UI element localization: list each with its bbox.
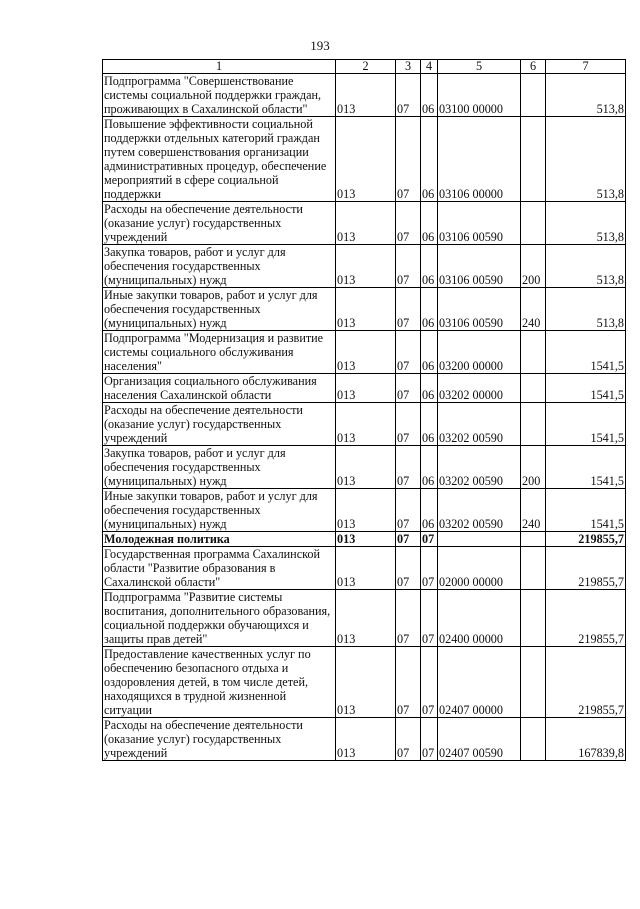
row-target-cell: 03100 00000 (438, 74, 521, 117)
row-kind-cell (521, 532, 546, 547)
row-section-cell: 07 (396, 202, 421, 245)
row-code-cell: 013 (336, 331, 396, 374)
row-kind-cell: 200 (521, 245, 546, 288)
row-section-cell: 07 (396, 374, 421, 403)
column-header: 7 (546, 60, 626, 74)
row-kind-cell (521, 74, 546, 117)
row-section-cell: 07 (396, 547, 421, 590)
row-name-cell: Закупка товаров, работ и услуг для обеспечения государственных (муниципальных) нужд (103, 446, 336, 489)
row-section-cell: 07 (396, 590, 421, 647)
table-row (103, 718, 626, 761)
row-subsection-cell: 07 (421, 647, 438, 718)
row-kind-cell (521, 718, 546, 761)
row-target-cell: 03202 00590 (438, 403, 521, 446)
row-subsection-cell: 06 (421, 288, 438, 331)
row-name-cell: Иные закупки товаров, работ и услуг для обеспечения государственных (муниципальных) нужд (103, 489, 336, 532)
row-amount-cell: 219855,7 (546, 547, 626, 590)
row-section-cell: 07 (396, 446, 421, 489)
row-subsection-cell: 07 (421, 532, 438, 547)
row-amount-cell: 513,8 (546, 117, 626, 202)
row-section-cell: 07 (396, 489, 421, 532)
row-amount-cell: 513,8 (546, 288, 626, 331)
table-row (103, 74, 626, 117)
row-name-cell: Закупка товаров, работ и услуг для обеспечения государственных (муниципальных) нужд (103, 245, 336, 288)
row-code-cell: 013 (336, 647, 396, 718)
row-section-cell: 07 (396, 288, 421, 331)
row-amount-cell: 1541,5 (546, 489, 626, 532)
table-row (103, 117, 626, 202)
row-target-cell: 02407 00000 (438, 647, 521, 718)
row-code-cell: 013 (336, 489, 396, 532)
column-header: 3 (396, 60, 421, 74)
row-code-cell: 013 (336, 590, 396, 647)
row-subsection-cell: 06 (421, 202, 438, 245)
row-amount-cell: 219855,7 (546, 532, 626, 547)
row-section-cell: 07 (396, 403, 421, 446)
row-target-cell: 03106 00590 (438, 288, 521, 331)
row-amount-cell: 1541,5 (546, 403, 626, 446)
column-header: 2 (336, 60, 396, 74)
row-kind-cell: 200 (521, 446, 546, 489)
row-code-cell: 013 (336, 718, 396, 761)
table-row (103, 202, 626, 245)
table-header (103, 60, 626, 74)
row-target-cell: 02000 00000 (438, 547, 521, 590)
row-name-cell: Молодежная политика (103, 532, 336, 547)
row-kind-cell (521, 331, 546, 374)
row-subsection-cell: 06 (421, 331, 438, 374)
row-code-cell: 013 (336, 245, 396, 288)
row-name-cell: Подпрограмма "Развитие системы воспитания, дополнительного образования, социальной поддержки обучающихся и защиты прав детей" (103, 590, 336, 647)
row-amount-cell: 219855,7 (546, 590, 626, 647)
row-code-cell: 013 (336, 74, 396, 117)
row-section-cell: 07 (396, 647, 421, 718)
row-target-cell (438, 532, 521, 547)
row-amount-cell: 219855,7 (546, 647, 626, 718)
row-target-cell: 03106 00590 (438, 245, 521, 288)
row-target-cell: 03202 00590 (438, 489, 521, 532)
row-section-cell: 07 (396, 117, 421, 202)
row-kind-cell: 240 (521, 489, 546, 532)
table-row (103, 403, 626, 446)
row-subsection-cell: 06 (421, 374, 438, 403)
row-amount-cell: 167839,8 (546, 718, 626, 761)
row-kind-cell (521, 547, 546, 590)
row-name-cell: Подпрограмма "Модернизация и развитие системы социального обслуживания населения" (103, 331, 336, 374)
row-amount-cell: 513,8 (546, 245, 626, 288)
column-header: 1 (103, 60, 336, 74)
row-target-cell: 03202 00590 (438, 446, 521, 489)
row-amount-cell: 513,8 (546, 74, 626, 117)
page-number: 193 (310, 38, 330, 53)
row-name-cell: Иные закупки товаров, работ и услуг для обеспечения государственных (муниципальных) нужд (103, 288, 336, 331)
row-subsection-cell: 06 (421, 245, 438, 288)
row-code-cell: 013 (336, 403, 396, 446)
row-section-cell: 07 (396, 74, 421, 117)
table-row (103, 331, 626, 374)
row-subsection-cell: 06 (421, 74, 438, 117)
row-subsection-cell: 06 (421, 489, 438, 532)
row-kind-cell (521, 374, 546, 403)
row-code-cell: 013 (336, 374, 396, 403)
row-code-cell: 013 (336, 202, 396, 245)
table-body (103, 74, 626, 761)
row-section-cell: 07 (396, 718, 421, 761)
row-code-cell: 013 (336, 446, 396, 489)
column-header: 4 (421, 60, 438, 74)
row-kind-cell: 240 (521, 288, 546, 331)
row-kind-cell (521, 647, 546, 718)
row-subsection-cell: 07 (421, 718, 438, 761)
row-code-cell: 013 (336, 288, 396, 331)
row-code-cell: 013 (336, 547, 396, 590)
row-target-cell: 03202 00000 (438, 374, 521, 403)
row-amount-cell: 513,8 (546, 202, 626, 245)
row-target-cell: 03200 00000 (438, 331, 521, 374)
row-subsection-cell: 06 (421, 117, 438, 202)
row-code-cell: 013 (336, 532, 396, 547)
table-row (103, 547, 626, 590)
row-section-cell: 07 (396, 532, 421, 547)
row-kind-cell (521, 202, 546, 245)
row-kind-cell (521, 590, 546, 647)
row-code-cell: 013 (336, 117, 396, 202)
row-subsection-cell: 06 (421, 446, 438, 489)
row-name-cell: Предоставление качественных услуг по обеспечению безопасного отдыха и оздоровления детей, в том числе детей, находящихся в трудной жизненной ситуации (103, 647, 336, 718)
row-section-cell: 07 (396, 331, 421, 374)
row-kind-cell (521, 117, 546, 202)
row-amount-cell: 1541,5 (546, 331, 626, 374)
table-row (103, 532, 626, 547)
row-subsection-cell: 06 (421, 403, 438, 446)
row-section-cell: 07 (396, 245, 421, 288)
row-name-cell: Расходы на обеспечение деятельности (оказание услуг) государственных учреждений (103, 718, 336, 761)
row-subsection-cell: 07 (421, 590, 438, 647)
row-name-cell: Организация социального обслуживания населения Сахалинской области (103, 374, 336, 403)
table-row (103, 374, 626, 403)
table-row (103, 446, 626, 489)
row-kind-cell (521, 403, 546, 446)
row-name-cell: Расходы на обеспечение деятельности (оказание услуг) государственных учреждений (103, 202, 336, 245)
row-amount-cell: 1541,5 (546, 374, 626, 403)
budget-table (102, 59, 626, 761)
row-name-cell: Подпрограмма "Совершенствование системы социальной поддержки граждан, проживающих в Сахалинской области" (103, 74, 336, 117)
column-header: 6 (521, 60, 546, 74)
table-row (103, 489, 626, 532)
column-header: 5 (438, 60, 521, 74)
header-row (103, 60, 626, 74)
row-target-cell: 03106 00590 (438, 202, 521, 245)
row-target-cell: 03106 00000 (438, 117, 521, 202)
row-name-cell: Повышение эффективности социальной поддержки отдельных категорий граждан путем совершенствования организации административных процедур, обеспечение мероприятий в сфере социальной поддержки (103, 117, 336, 202)
row-target-cell: 02407 00590 (438, 718, 521, 761)
table-row (103, 288, 626, 331)
row-subsection-cell: 07 (421, 547, 438, 590)
table-row (103, 245, 626, 288)
row-name-cell: Государственная программа Сахалинской области "Развитие образования в Сахалинской области" (103, 547, 336, 590)
table-row (103, 590, 626, 647)
row-name-cell: Расходы на обеспечение деятельности (оказание услуг) государственных учреждений (103, 403, 336, 446)
table-row (103, 647, 626, 718)
row-target-cell: 02400 00000 (438, 590, 521, 647)
row-amount-cell: 1541,5 (546, 446, 626, 489)
